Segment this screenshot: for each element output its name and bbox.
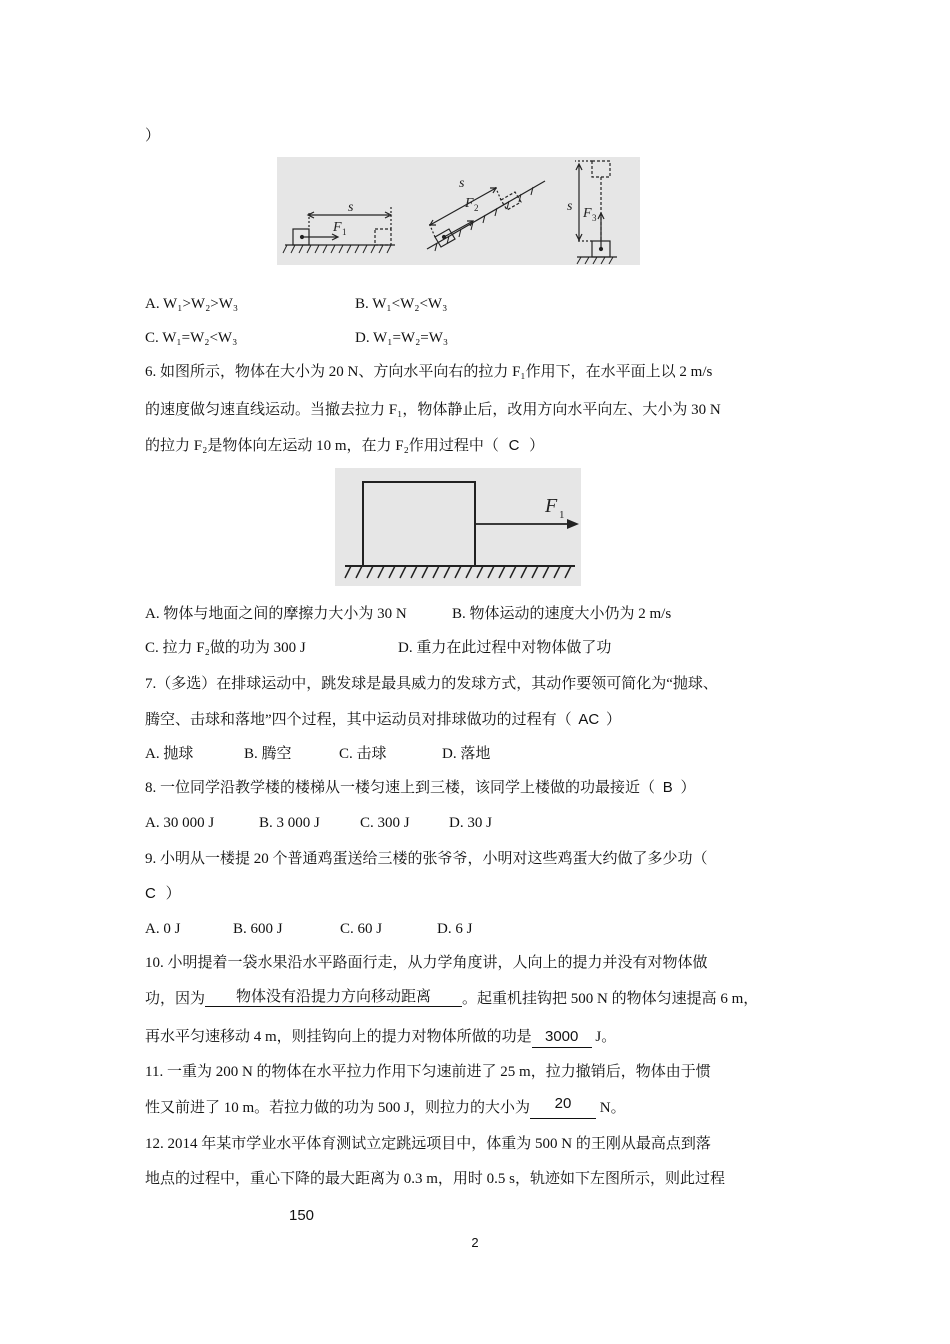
q7-paren-close: ） xyxy=(606,712,622,728)
q6-option-a: A. 物体与地面之间的摩擦力大小为 30 N xyxy=(145,606,407,622)
q8-option-a: A. 30 000 J xyxy=(145,815,215,831)
q12-answer: 150 xyxy=(289,1207,315,1224)
q7-option-a: A. 抛球 xyxy=(145,746,194,762)
q7-stem-line1: 7.（多选）在排球运动中，跳发球是最具威力的发球方式，其动作要领可简化为“抛球、 xyxy=(145,676,718,692)
q6-stem-line2: 的速度做匀速直线运动。当撤去拉力 F₁，物体静止后，改用方向水平向左、大小为 30 N xyxy=(145,402,721,418)
q9-option-b: B. 600 J xyxy=(233,921,283,937)
f1-sub: 1 xyxy=(342,227,347,237)
q11-stem-text: 性又前进了 10 m。若拉力做的功为 500 J，则拉力的大小为 xyxy=(145,1100,531,1116)
q7-option-b: B. 腾空 xyxy=(244,746,292,762)
f3-sub: 3 xyxy=(592,213,597,223)
q6-figure xyxy=(335,468,581,586)
q8-option-c: C. 300 J xyxy=(360,815,410,831)
q10-stem-line2 xyxy=(145,989,758,1010)
q5-options-row2 xyxy=(145,328,448,348)
q9-answer: C xyxy=(145,885,156,902)
q6-answer: C xyxy=(508,437,520,454)
q6-stem-text: 的拉力 F₂是物体向左运动 10 m，在力 F₂作用过程中（ xyxy=(145,438,499,454)
q7-answer: AC xyxy=(578,711,600,728)
panel-incline xyxy=(427,181,545,251)
s-label-2: s xyxy=(459,176,465,191)
q8-options xyxy=(145,813,492,833)
q6-paren-close: ） xyxy=(529,438,545,454)
page-number: 2 xyxy=(471,1235,479,1250)
q10-stem-line1: 10. 小明提着一袋水果沿水平路面行走，从力学角度讲，人向上的提力并没有对物体做 xyxy=(145,955,708,971)
q10-stem-text-3: 再水平匀速移动 4 m，则挂钩向上的提力对物体所做的功是 xyxy=(145,1029,532,1045)
q11-stem-line2 xyxy=(145,1095,626,1119)
q10-stem-line3 xyxy=(145,1027,616,1048)
q5-options-row1 xyxy=(145,294,447,314)
q7-option-d: D. 落地 xyxy=(442,746,491,762)
q10-answer-blank-1 xyxy=(205,986,462,1007)
q10-stem-text: 功，因为 xyxy=(145,991,206,1007)
q10-answer-2: 3000 xyxy=(544,1028,579,1045)
q6-f1-label: F xyxy=(545,495,558,517)
q11-stem-line1: 11. 一重为 200 N 的物体在水平拉力作用下匀速前进了 25 m，拉力撤销后，物体由于惯 xyxy=(145,1064,711,1080)
q8-stem xyxy=(145,778,696,798)
q10-stem-text-2: 。起重机挂钩把 500 N 的物体匀速提高 6 m， xyxy=(462,991,759,1007)
q6-options-row2 xyxy=(145,638,611,658)
q10-answer-1: 物体没有沿提力方向移动距离 xyxy=(236,989,432,1005)
q9-option-a: A. 0 J xyxy=(145,921,181,937)
q9-stem-line2 xyxy=(145,884,181,904)
q7-stem-text: 腾空、击球和落地”四个过程，其中运动员对排球做功的过程有（ xyxy=(145,712,572,728)
q10-stem-text-4: J。 xyxy=(591,1029,617,1045)
f1-label: F xyxy=(333,220,342,235)
q10-answer-blank-2 xyxy=(532,1027,592,1048)
q5-option-a: A. W₁>W₂>W₃ xyxy=(145,296,239,312)
q6-option-c: C. 拉力 F₂做的功为 300 J xyxy=(145,640,306,656)
q5-option-b: B. W₁<W₂<W₃ xyxy=(355,296,448,312)
q6-stem-line3 xyxy=(145,436,544,456)
q5-figure xyxy=(277,157,640,265)
q8-paren-close: ） xyxy=(680,780,696,796)
q9-paren-close: ） xyxy=(165,886,181,902)
f2-sub: 2 xyxy=(474,203,479,213)
q6-options-row1 xyxy=(145,604,671,624)
f3-label: F xyxy=(583,206,592,221)
q6-option-d: D. 重力在此过程中对物体做了功 xyxy=(398,640,612,656)
s-label-3: s xyxy=(567,199,573,214)
q8-option-d: D. 30 J xyxy=(449,815,492,831)
q8-answer: B xyxy=(662,779,673,796)
q11-answer-blank xyxy=(530,1095,596,1119)
q6-stem-line1: 6. 如图所示，物体在大小为 20 N、方向水平向右的拉力 F₁作用下，在水平面上以 2 m/s xyxy=(145,364,713,380)
q7-options xyxy=(145,744,490,764)
q11-answer: 20 xyxy=(554,1095,572,1112)
q5-option-c: C. W₁=W₂<W₃ xyxy=(145,330,238,346)
s-label-1: s xyxy=(348,200,354,215)
q6-option-b: B. 物体运动的速度大小仍为 2 m/s xyxy=(452,606,672,622)
q9-option-d: D. 6 J xyxy=(437,921,473,937)
q5-option-d: D. W₁=W₂=W₃ xyxy=(355,330,449,346)
q7-stem-line2 xyxy=(145,710,621,730)
f2-label: F xyxy=(465,196,474,211)
q9-stem-line1: 9. 小明从一楼提 20 个普通鸡蛋送给三楼的张爷爷，小明对这些鸡蛋大约做了多少功（ xyxy=(145,851,708,867)
continued-question-paren: ） xyxy=(145,128,161,144)
q6-f1-sub: 1 xyxy=(559,509,565,521)
q12-stem-line1: 12. 2014 年某市学业水平体育测试立定跳远项目中，体重为 500 N 的王刚从最高点到落 xyxy=(145,1136,711,1152)
q8-option-b: B. 3 000 J xyxy=(259,815,320,831)
q11-stem-text-2: N。 xyxy=(596,1100,626,1116)
q8-stem-text: 8. 一位同学沿教学楼的楼梯从一楼匀速上到三楼，该同学上楼做的功最接近（ xyxy=(145,780,656,796)
q9-options xyxy=(145,919,472,939)
q7-option-c: C. 击球 xyxy=(339,746,387,762)
q12-stem-line2: 地点的过程中，重心下降的最大距离为 0.3 m，用时 0.5 s，轨迹如下左图所示，则此过程 xyxy=(145,1171,726,1187)
q9-option-c: C. 60 J xyxy=(340,921,383,937)
